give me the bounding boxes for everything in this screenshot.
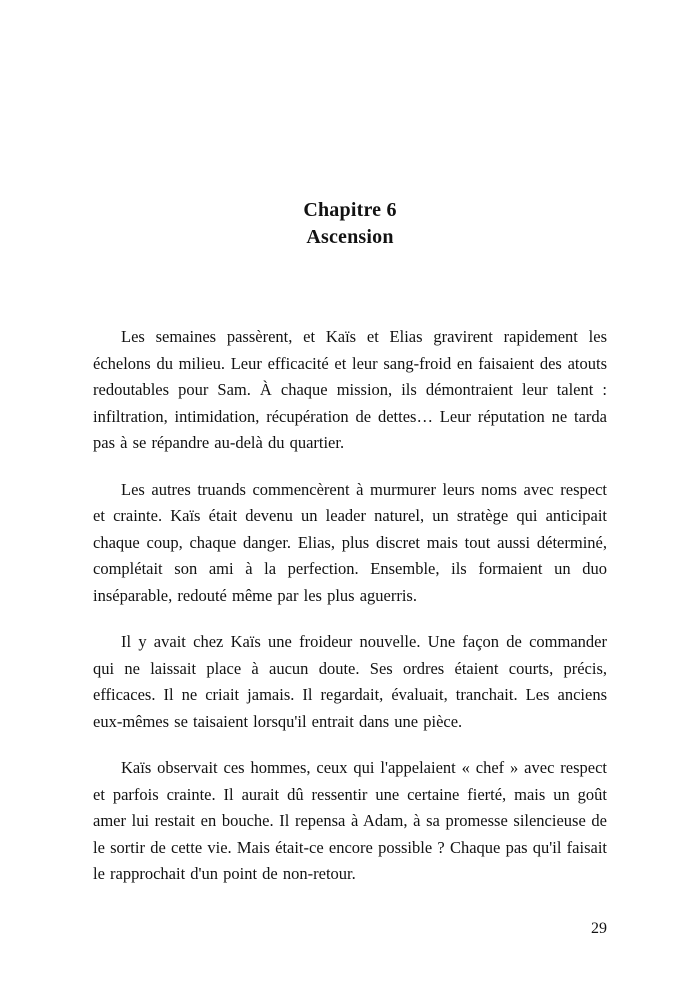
paragraph-4: Kaïs observait ces hommes, ceux qui l'appelaient « chef » avec respect et parfois crainte. Il aurait dû ressentir une certaine fierté, mais un goût amer lui restait en bouche. Il repensa à Adam, à sa promesse silencieuse de le sortir de cette vie. Mais était-ce encore possible ? Chaque pas qu'il faisait le rapprochait d'un point de non-retour.	[93, 758, 607, 883]
chapter-subtitle: Ascension	[306, 226, 394, 248]
paragraph-2: Les autres truands commencèrent à murmurer leurs noms avec respect et crainte. Kaïs était devenu un leader naturel, un stratège qui anticipait chaque coup, chaque danger. Elias, plus discret mais tout aussi déterminé, complétait son ami à la perfection. Ensemble, ils formaient un duo inséparable, redouté même par les plus aguerris.	[93, 479, 607, 605]
chapter-title: Chapitre 6	[303, 199, 397, 221]
paragraph-1: Les semaines passèrent, et Kaïs et Elias gravirent rapidement les échelons du milieu. Leur efficacité et leur sang-froid en faisaient des atouts redoutables pour Sam. À chaque mission, ils démontraient leur talent : infiltration, intimidation, récupération de dettes… Leur réputation ne tarda pas à se répandre au-delà du quartier.	[93, 327, 607, 452]
paragraph-3: Il y avait chez Kaïs une froideur nouvelle. Une façon de commander qui ne laissait place à aucun doute. Ses ordres étaient courts, précis, efficaces. Il ne criait jamais. Il regardait, évaluait, tranchait. Les anciens eux-mêmes se taisaient lorsqu'il entrait dans une pièce.	[93, 632, 607, 731]
page-number: 29	[591, 920, 607, 937]
chapter-body	[93, 324, 607, 888]
